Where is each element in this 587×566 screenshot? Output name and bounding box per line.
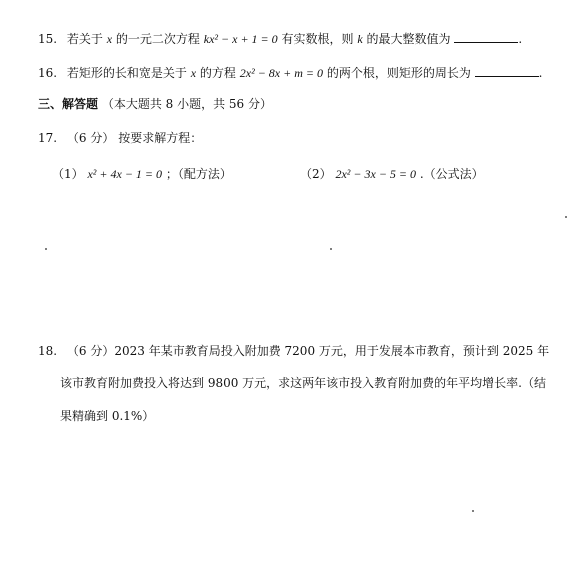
question-text: 的最大整数值为 — [366, 32, 451, 46]
question-text-line-2: 该市教育附加费投入将达到 9800 万元，求这两年该市投入教育附加费的年平均增长率.（结 — [60, 376, 546, 390]
question-text: 若关于 — [66, 32, 103, 46]
scan-speck — [45, 248, 47, 250]
question-number: 15. — [38, 32, 58, 46]
variable-x: x — [106, 32, 113, 46]
question-text-line-3: 果精确到 0.1%） — [60, 409, 155, 423]
question-17-part-2 — [300, 168, 484, 180]
scan-speck — [472, 510, 474, 512]
question-points: （6 分） — [66, 131, 115, 145]
period: . — [538, 66, 543, 80]
question-number: 18. — [38, 344, 58, 358]
question-text: 的一元二次方程 — [115, 32, 200, 46]
equation: 2x² − 8x + m = 0 — [239, 66, 323, 80]
variable-k: k — [357, 32, 363, 46]
part-label: （1） — [52, 167, 84, 181]
question-text: 的方程 — [199, 66, 236, 80]
section-title: 三、解答题 — [38, 97, 99, 111]
section-heading — [38, 98, 272, 110]
question-number: 16. — [38, 66, 58, 80]
equation: 2x² − 3x − 5 = 0 — [335, 167, 417, 181]
answer-blank[interactable] — [475, 65, 539, 77]
scan-speck — [330, 248, 332, 250]
question-18 — [38, 345, 549, 357]
question-16 — [38, 65, 542, 79]
question-text-line-1: （6 分）2023 年某市教育局投入附加费 7200 万元，用于发展本市教育，预计到 2025 年 — [66, 344, 550, 358]
question-text: 有实数根，则 — [281, 32, 354, 46]
part-method: ；（配方法） — [165, 167, 232, 181]
question-17-part-1 — [52, 168, 232, 180]
section-note: （本大题共 8 小题，共 56 分） — [101, 97, 273, 111]
question-15 — [38, 31, 522, 45]
equation: kx² − x + 1 = 0 — [203, 32, 278, 46]
answer-blank[interactable] — [454, 31, 518, 43]
part-label: （2） — [300, 167, 332, 181]
equation: x² + 4x − 1 = 0 — [87, 167, 163, 181]
question-prompt: 按要求解方程： — [118, 131, 203, 145]
variable-x: x — [190, 66, 197, 80]
scan-speck — [565, 216, 567, 218]
question-number: 17. — [38, 131, 58, 145]
part-method: .（公式法） — [419, 167, 484, 181]
question-18-line-3 — [60, 410, 154, 422]
period: . — [518, 32, 523, 46]
question-text: 的两个根，则矩形的周长为 — [326, 66, 471, 80]
question-18-line-2 — [60, 377, 546, 389]
question-17 — [38, 132, 202, 144]
question-text: 若矩形的长和宽是关于 — [66, 66, 187, 80]
